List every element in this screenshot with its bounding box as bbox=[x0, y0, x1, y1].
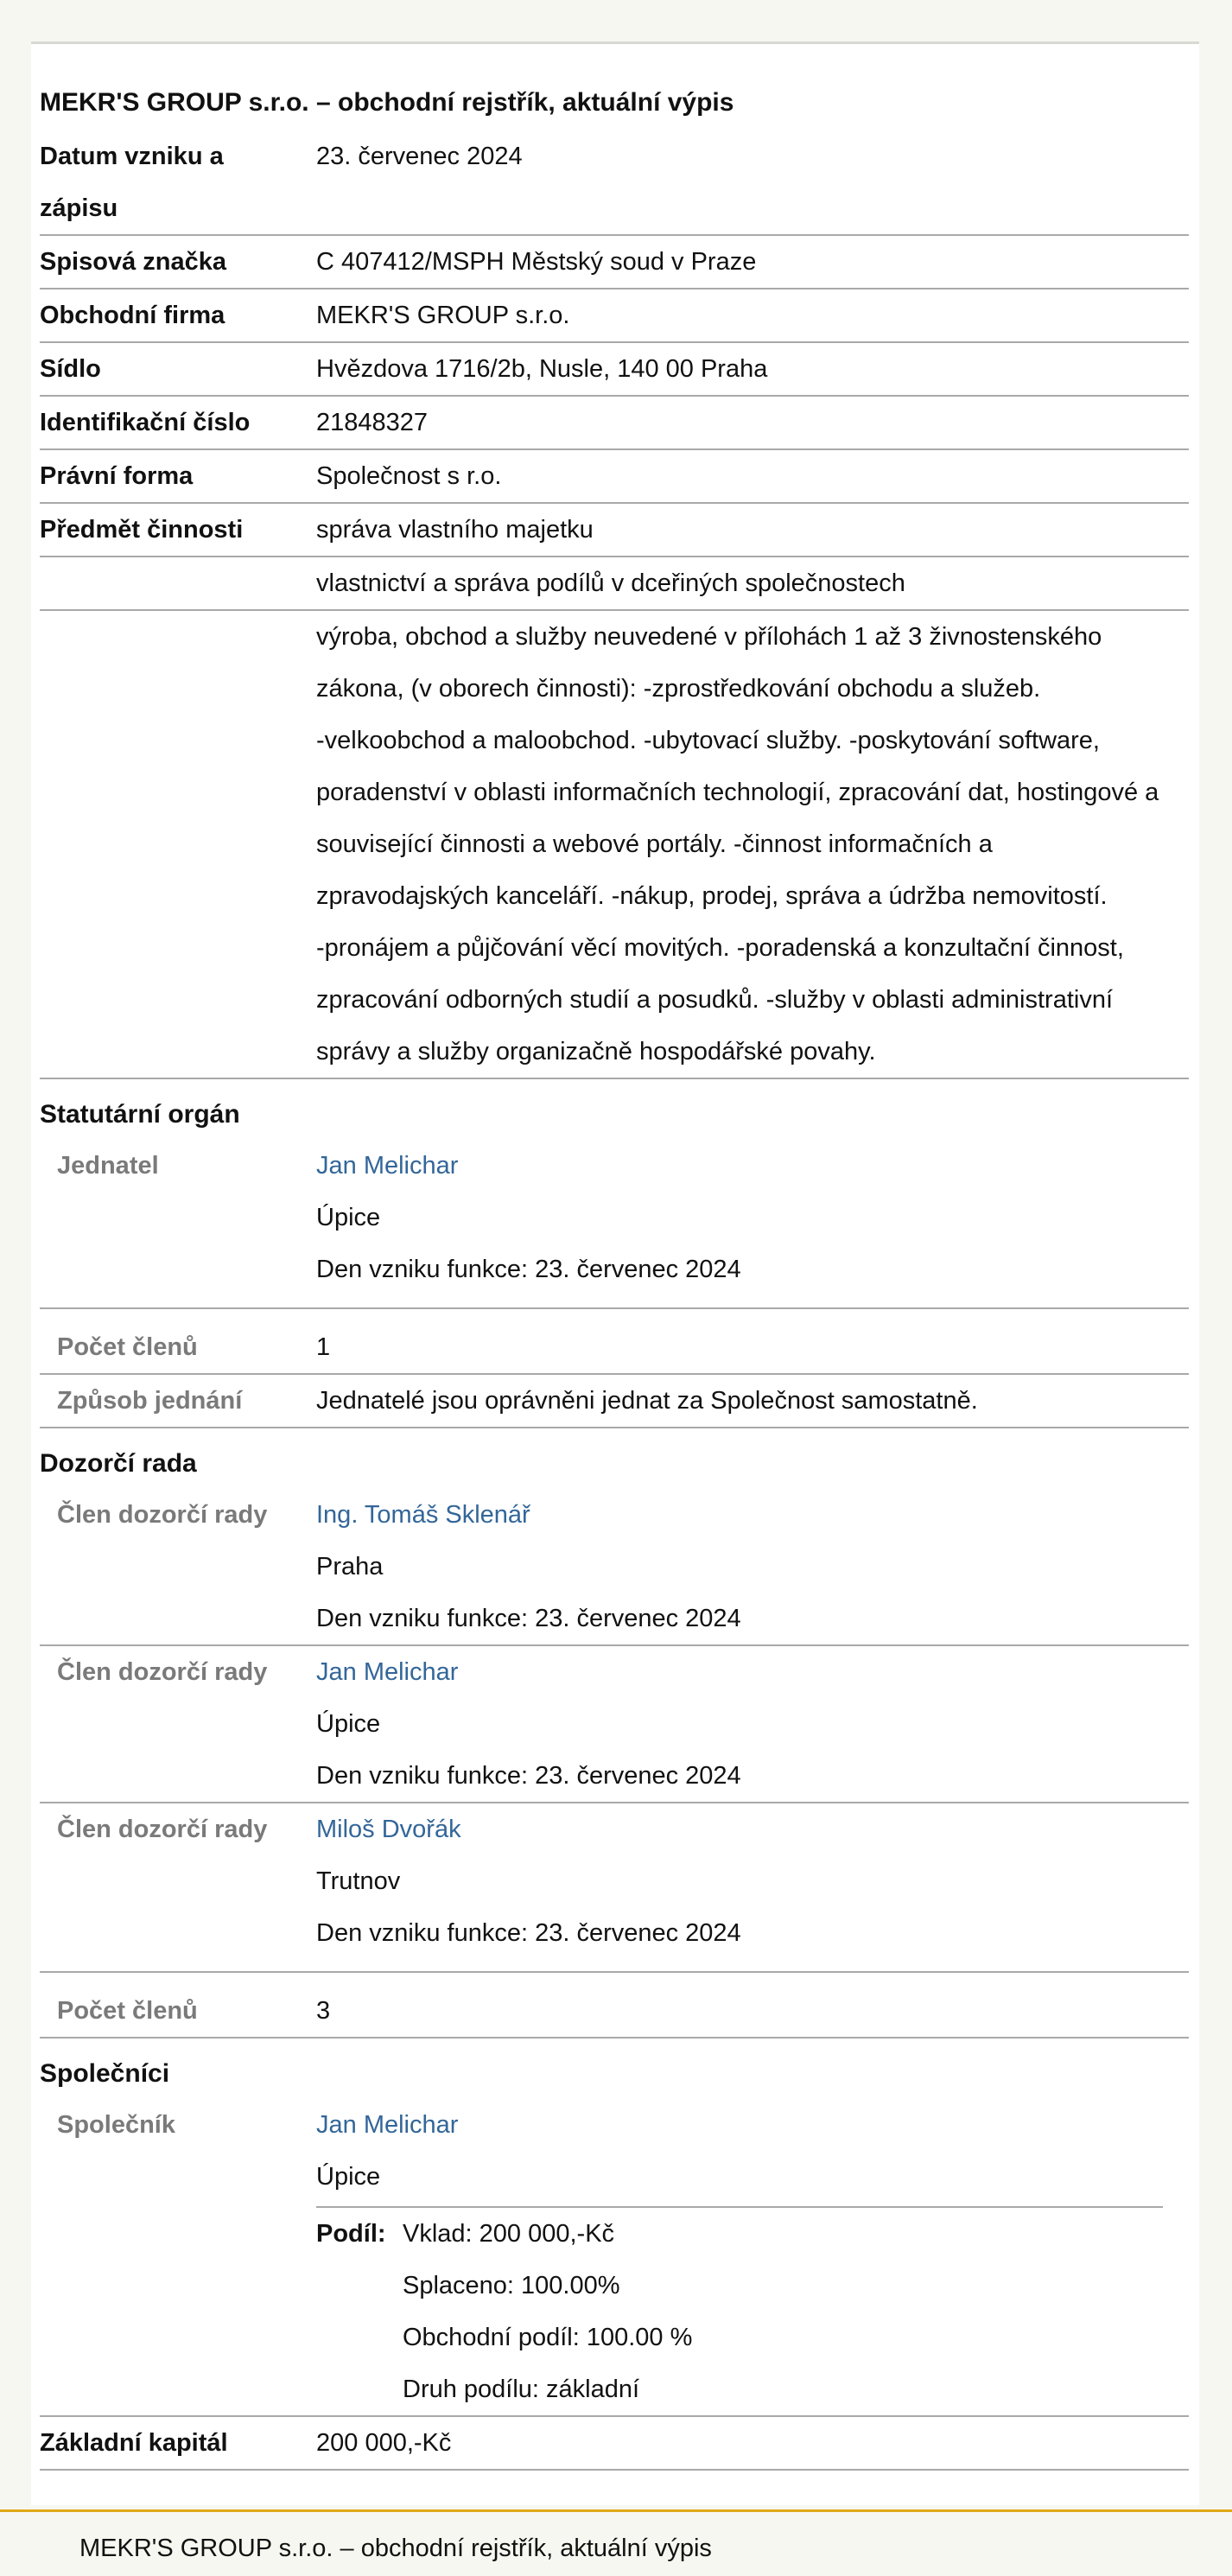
label-identifikacni-cislo: Identifikační číslo bbox=[40, 409, 251, 436]
row-spisova-znacka bbox=[40, 236, 1189, 289]
value-sidlo: Hvězdova 1716/2b, Nusle, 140 00 Praha bbox=[316, 355, 768, 383]
label-pocet-clenu: Počet členů bbox=[57, 1333, 198, 1361]
member-city: Trutnov bbox=[316, 1867, 401, 1895]
row-identifikacni-cislo bbox=[40, 397, 1189, 450]
label-empty bbox=[40, 557, 316, 609]
predmet-line: poradenství v oblasti informačních technologií, zpracování dat, hostingové a bbox=[316, 779, 1159, 806]
section-dozorci-rada: Dozorčí rada bbox=[40, 1449, 197, 1478]
row-pocet-clenu-statutarni bbox=[40, 1309, 1189, 1375]
jednatel-city: Úpice bbox=[316, 1204, 381, 1231]
value-clen-dozorci-rady bbox=[316, 1489, 1189, 1644]
value-datum-vzniku: 23. červenec 2024 bbox=[316, 143, 523, 170]
row-zakladni-kapital bbox=[40, 2417, 1189, 2471]
spolecnik-city: Úpice bbox=[316, 2163, 381, 2191]
row-spolecnik bbox=[40, 2099, 1189, 2417]
person-link[interactable]: Ing. Tomáš Sklenář bbox=[316, 1501, 530, 1529]
value-predmet-cinnosti-2: vlastnictví a správa podílů v dceřiných společnostech bbox=[316, 569, 905, 597]
row-clen-dozorci-rady bbox=[40, 1489, 1189, 1646]
row-predmet-cinnosti-3 bbox=[40, 611, 1189, 1079]
person-link-jednatel[interactable]: Jan Melichar bbox=[316, 1152, 459, 1180]
member-city: Úpice bbox=[316, 1710, 381, 1738]
share-druh: Druh podílu: základní bbox=[403, 2376, 640, 2403]
label-clen-dozorci-rady: Člen dozorčí rady bbox=[57, 1658, 268, 1686]
row-jednatel bbox=[40, 1140, 1189, 1309]
share-label: Podíl: bbox=[316, 2220, 386, 2248]
page-footer bbox=[0, 2509, 1232, 2576]
share-vklad: Vklad: 200 000,-Kč bbox=[403, 2220, 615, 2248]
share-values bbox=[403, 2208, 1163, 2415]
value-pocet-clenu: 3 bbox=[316, 1997, 331, 2025]
section-spolecnici: Společníci bbox=[40, 2059, 170, 2088]
label-empty bbox=[40, 611, 316, 1078]
row-clen-dozorci-rady bbox=[40, 1803, 1189, 1973]
member-city: Praha bbox=[316, 1553, 384, 1581]
label-sidlo: Sídlo bbox=[40, 355, 101, 383]
value-clen-dozorci-rady bbox=[316, 1803, 1189, 1959]
value-clen-dozorci-rady bbox=[316, 1646, 1189, 1802]
value-spolecnik bbox=[316, 2099, 1189, 2415]
value-pravni-forma: Společnost s r.o. bbox=[316, 462, 502, 490]
label-datum-vzniku-line2: zápisu bbox=[40, 194, 118, 222]
predmet-line: správy a služby organizačně hospodářské povahy. bbox=[316, 1038, 876, 1065]
label-clen-dozorci-rady: Člen dozorčí rady bbox=[57, 1816, 268, 1843]
member-since: Den vzniku funkce: 23. červenec 2024 bbox=[316, 1605, 741, 1632]
row-predmet-cinnosti-2 bbox=[40, 557, 1189, 611]
label-zpusob-jednani: Způsob jednání bbox=[57, 1387, 243, 1415]
row-pocet-clenu-dozorci bbox=[40, 1973, 1189, 2039]
footer-text: MEKR'S GROUP s.r.o. – obchodní rejstřík, aktuální výpis bbox=[79, 2535, 712, 2562]
label-zakladni-kapital: Základní kapitál bbox=[40, 2429, 228, 2457]
extract-content bbox=[40, 82, 1189, 2471]
share-splaceno: Splaceno: 100.00% bbox=[403, 2272, 620, 2299]
predmet-line: -pronájem a půjčování věcí movitých. -poradenská a konzultační činnost, bbox=[316, 934, 1124, 962]
person-link-spolecnik[interactable]: Jan Melichar bbox=[316, 2111, 459, 2139]
label-predmet-cinnosti: Předmět činnosti bbox=[40, 516, 244, 544]
row-zpusob-jednani bbox=[40, 1375, 1189, 1428]
page-title: MEKR'S GROUP s.r.o. – obchodní rejstřík, aktuální výpis bbox=[40, 88, 734, 117]
row-sidlo bbox=[40, 343, 1189, 397]
person-link[interactable]: Jan Melichar bbox=[316, 1658, 459, 1686]
label-clen-dozorci-rady: Člen dozorčí rady bbox=[57, 1501, 268, 1529]
jednatel-since: Den vzniku funkce: 23. červenec 2024 bbox=[316, 1256, 741, 1283]
share-block bbox=[316, 2206, 1163, 2415]
predmet-line: zpravodajských kanceláří. -nákup, prodej, správa a údržba nemovitostí. bbox=[316, 882, 1108, 910]
person-link[interactable]: Miloš Dvořák bbox=[316, 1816, 461, 1843]
share-obchodni-podil: Obchodní podíl: 100.00 % bbox=[403, 2324, 693, 2351]
label-pocet-clenu: Počet členů bbox=[57, 1997, 198, 2025]
label-datum-vzniku-line1: Datum vzniku a bbox=[40, 143, 224, 170]
section-statutarni-organ: Statutární orgán bbox=[40, 1100, 240, 1129]
predmet-line: výroba, obchod a služby neuvedené v přílohách 1 až 3 živnostenského bbox=[316, 623, 1102, 651]
label-datum-vzniku bbox=[40, 130, 316, 234]
row-obchodni-firma bbox=[40, 289, 1189, 343]
predmet-line: -velkoobchod a maloobchod. -ubytovací služby. -poskytování software, bbox=[316, 727, 1100, 754]
predmet-line: zpracování odborných studií a posudků. -služby v oblasti administrativní bbox=[316, 986, 1114, 1014]
value-predmet-cinnosti-3 bbox=[316, 611, 1189, 1078]
value-zakladni-kapital: 200 000,-Kč bbox=[316, 2429, 452, 2457]
value-spisova-znacka: C 407412/MSPH Městský soud v Praze bbox=[316, 248, 757, 276]
predmet-line: související činnosti a webové portály. -činnost informačních a bbox=[316, 830, 993, 858]
label-spisova-znacka: Spisová značka bbox=[40, 248, 226, 276]
value-predmet-cinnosti-1: správa vlastního majetku bbox=[316, 516, 594, 544]
value-obchodni-firma: MEKR'S GROUP s.r.o. bbox=[316, 302, 570, 329]
value-zpusob-jednani: Jednatelé jsou oprávněni jednat za Společnost samostatně. bbox=[316, 1387, 978, 1415]
label-spolecnik: Společník bbox=[57, 2111, 175, 2139]
row-clen-dozorci-rady bbox=[40, 1646, 1189, 1803]
member-since: Den vzniku funkce: 23. červenec 2024 bbox=[316, 1762, 741, 1790]
row-pravni-forma bbox=[40, 450, 1189, 504]
value-identifikacni-cislo: 21848327 bbox=[316, 409, 429, 436]
label-obchodni-firma: Obchodní firma bbox=[40, 302, 225, 329]
member-since: Den vzniku funkce: 23. červenec 2024 bbox=[316, 1919, 741, 1947]
predmet-line: zákona, (v oborech činnosti): -zprostředkování obchodu a služeb. bbox=[316, 675, 1041, 703]
label-pravni-forma: Právní forma bbox=[40, 462, 194, 490]
value-pocet-clenu: 1 bbox=[316, 1333, 331, 1361]
value-jednatel bbox=[316, 1140, 1189, 1295]
extract-card bbox=[31, 41, 1199, 2505]
label-jednatel: Jednatel bbox=[57, 1152, 159, 1180]
row-predmet-cinnosti-1 bbox=[40, 504, 1189, 557]
row-datum-vzniku bbox=[40, 130, 1189, 236]
